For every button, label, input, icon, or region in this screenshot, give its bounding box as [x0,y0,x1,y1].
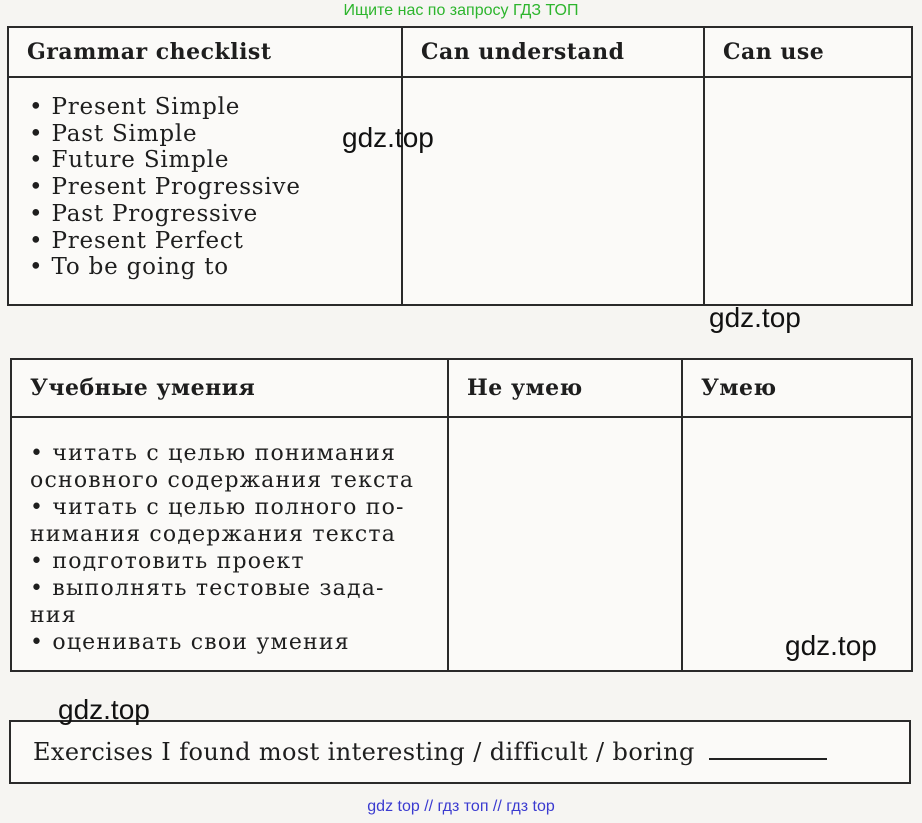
list-item: • Present Progressive [29,174,401,201]
can-understand-header: Can understand [402,27,704,77]
can-understand-cell[interactable] [402,77,704,305]
list-item: • читать с целью полного по- [30,495,405,520]
list-item: • Present Simple [29,94,401,121]
watermark: gdz.top [58,694,150,725]
list-item: нимания содержания текста [30,522,397,547]
list-item: • читать с целью понимания [30,441,397,466]
skills-table [10,358,913,672]
can-use-header: Can use [704,27,912,77]
cannot-cell[interactable] [448,417,682,671]
list-item: ния [30,603,77,628]
list-item: • Past Simple [29,121,401,148]
cannot-header: Не умею [448,359,682,417]
can-header: Умею [682,359,912,417]
list-item: • To be going to [29,254,401,281]
exercises-box [9,720,911,784]
watermark: gdz.top [785,630,877,661]
grammar-checklist-table [7,26,913,306]
top-banner: Ищите нас по запросу ГДЗ ТОП [343,2,579,19]
exercises-text: Exercises I found most interesting / difficult / boring [33,738,695,766]
skills-list [12,418,447,656]
list-item: • Past Progressive [29,201,401,228]
list-item: • Future Simple [29,147,401,174]
skills-header: Учебные умения [11,359,448,417]
can-use-cell[interactable] [704,77,912,305]
list-item: основного содержания текста [30,468,415,493]
grammar-items-cell [8,77,402,305]
bottom-banner: gdz top // гдз топ // гдз top [367,798,555,815]
list-item: • выполнять тестовые зада- [30,576,385,601]
grammar-checklist-header: Grammar checklist [8,27,402,77]
list-item: • Present Perfect [29,228,401,255]
watermark: gdz.top [342,122,434,153]
list-item: • подготовить проект [30,549,305,574]
list-item: • оценивать свои умения [30,630,350,655]
watermark: gdz.top [709,302,801,333]
answer-blank-line[interactable] [709,738,827,760]
skills-items-cell [11,417,448,671]
grammar-list [9,78,401,281]
